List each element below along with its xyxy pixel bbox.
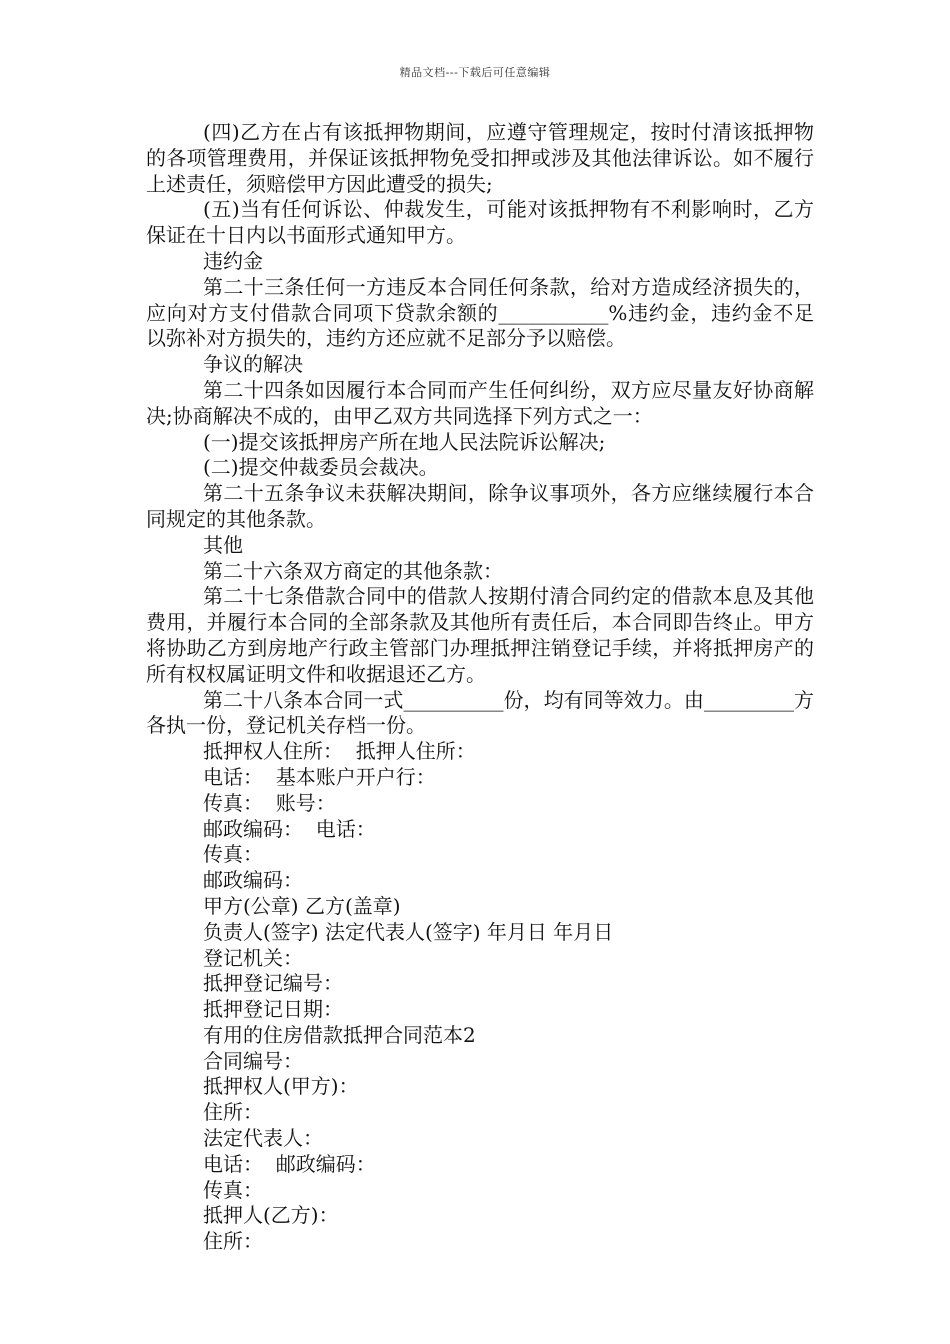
field-legal-representative: 法定代表人： xyxy=(203,1126,323,1151)
field-registration-date: 抵押登记日期： xyxy=(203,997,343,1022)
field-postcode-phone: 邮政编码： 电话： xyxy=(203,816,376,841)
paragraph-article-25: 第二十五条争议未获解决期间，除争议事项外，各方应继续履行本合同规定的其他条款。 xyxy=(146,481,814,531)
paragraph-article-26: 第二十六条双方商定的其他条款： xyxy=(203,558,503,583)
field-registration-number: 抵押登记编号： xyxy=(203,971,343,996)
field-mortgagee-fax: 传真： xyxy=(203,1177,263,1202)
section-heading-dispute: 争议的解决 xyxy=(203,352,303,377)
field-phone-postcode: 电话： 邮政编码： xyxy=(203,1151,376,1176)
field-mortgagor-address: 住所： xyxy=(203,1229,263,1254)
field-fax-account: 传真： 账号： xyxy=(203,790,336,815)
field-signatures-dates: 负责人(签字) 法定代表人(签字) 年月日 年月日 xyxy=(203,919,614,944)
paragraph-option-2: (二)提交仲裁委员会裁决。 xyxy=(203,455,439,480)
paragraph-clause-5: (五)当有任何诉讼、仲裁发生，可能对该抵押物有不利影响时，乙方保证在十日内以书面形式通知甲方。 xyxy=(146,197,814,248)
section-heading-other: 其他 xyxy=(203,532,243,557)
field-contract-number: 合同编号： xyxy=(203,1048,303,1073)
paragraph-article-24: 第二十四条如因履行本合同而产生任何纠纷，双方应尽量友好协商解决;协商解决不成的，由甲乙双方共同选择下列方式之一： xyxy=(146,377,814,428)
field-postcode: 邮政编码： xyxy=(203,868,303,893)
paragraph-article-28: 第二十八条本合同一式__________份，均有同等效力。由_________方各执一份，登记机关存档一份。 xyxy=(146,687,814,738)
field-fax: 传真： xyxy=(203,842,263,867)
paragraph-option-1: (一)提交该抵押房产所在地人民法院诉讼解决; xyxy=(203,429,606,454)
document-body xyxy=(146,120,814,1255)
document-subtitle: 有用的住房借款抵押合同范本2 xyxy=(203,1022,476,1047)
field-phone-bank: 电话： 基本账户开户行： xyxy=(203,764,436,789)
paragraph-article-23: 第二十三条任何一方违反本合同任何条款，给对方造成经济损失的，应向对方支付借款合同项下贷款余额的___________%违约金，违约金不足以弥补对方损失的，违约方还应就不足部分予以赔偿。 xyxy=(146,274,814,351)
paragraph-article-27: 第二十七条借款合同中的借款人按期付清合同约定的借款本息及其他费用，并履行本合同的全部条款及其他所有责任后，本合同即告终止。甲方将协助乙方到房地产行政主管部门办理抵押注销登记手续，并将抵押房产的所有权权属证明文件和收据退还乙方。 xyxy=(146,584,814,686)
paragraph-clause-4: (四)乙方在占有该抵押物期间，应遵守管理规定，按时付清该抵押物的各项管理费用，并保证该抵押物免受扣押或涉及其他法律诉讼。如不履行上述责任，须赔偿甲方因此遭受的损失; xyxy=(146,120,814,196)
field-mortgagee-address: 住所： xyxy=(203,1100,263,1125)
page-header: 精品文档---下载后可任意编辑 xyxy=(399,66,551,79)
field-mortgagee: 抵押权人(甲方)： xyxy=(203,1074,359,1099)
section-heading-breach: 违约金 xyxy=(203,248,263,273)
field-addresses: 抵押权人住所： 抵押人住所： xyxy=(203,739,476,764)
field-registration-authority: 登记机关： xyxy=(203,945,303,970)
field-seals: 甲方(公章) 乙方(盖章) xyxy=(203,893,401,918)
field-mortgagor: 抵押人(乙方)： xyxy=(203,1203,339,1228)
